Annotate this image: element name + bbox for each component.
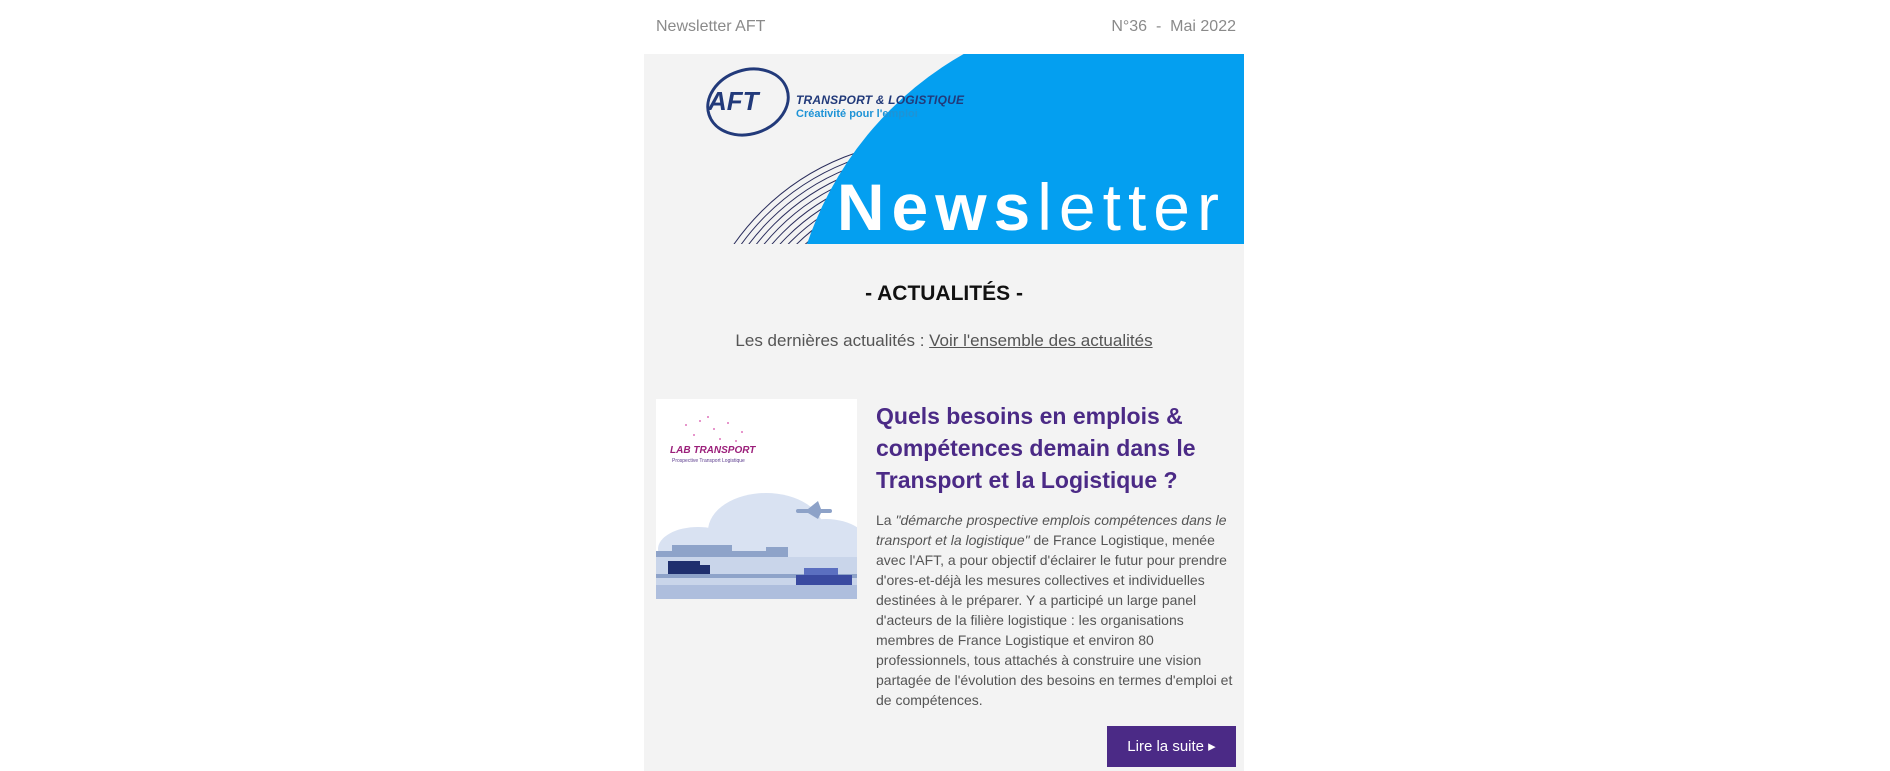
read-more-button[interactable]: Lire la suite ▸ xyxy=(1107,726,1236,767)
article-title[interactable]: Quels besoins en emplois & compétences demain dans le Transport et la Logistique ? xyxy=(876,403,1196,493)
svg-text:AFT: AFT xyxy=(708,86,759,116)
newsletter-card xyxy=(644,54,1244,771)
section-heading: - ACTUALITÉS - xyxy=(865,282,1023,305)
article-body-quote: "démarche prospective emplois compétences dans le transport et la logistique" xyxy=(876,512,1227,548)
hero-banner xyxy=(644,54,1244,244)
brand-tagline: Créativité pour l'emploi xyxy=(796,108,918,120)
newsletter-topbar xyxy=(644,0,1244,54)
issue-label: N°36 - Mai 2022 xyxy=(1111,18,1236,35)
lab-transport-subtitle: Prospective Transport Logistique xyxy=(672,458,745,464)
hero-title-light: letter xyxy=(1037,170,1226,244)
sparkle-dots xyxy=(685,416,743,442)
hero-title xyxy=(836,170,1226,244)
logistics-illustration xyxy=(656,399,857,599)
article-body-lead: La xyxy=(876,512,896,528)
newsletter-container xyxy=(644,0,1244,771)
subline-text: Les dernières actualités : xyxy=(735,331,930,350)
article-body-rest: de France Logistique, menée avec l'AFT, a pour objectif d'éclairer le futur pour prendre d'ores-et-déjà les mesures collectives et individuelles destinées à le préparer. Y a participé un large panel d'acteurs de la filière logistique : les organisations membres de France Logistique et environ 80 professionnels, tous attachés à construire une vision partagée de l'évolution des besoins en termes d'emploi et de compétences. xyxy=(876,532,1233,708)
water-shape xyxy=(656,585,857,599)
all-news-link[interactable]: Voir l'ensemble des actualités xyxy=(929,331,1153,350)
newsletter-name: Newsletter AFT xyxy=(656,18,766,35)
aft-logo xyxy=(699,59,797,145)
lab-transport-title: LAB TRANSPORT xyxy=(670,445,756,456)
brand-name: TRANSPORT & LOGISTIQUE xyxy=(796,93,965,107)
article-body xyxy=(876,510,1236,710)
article-image[interactable] xyxy=(656,399,857,599)
section-subline xyxy=(644,331,1244,351)
hero-title-bold: News xyxy=(836,170,1038,244)
